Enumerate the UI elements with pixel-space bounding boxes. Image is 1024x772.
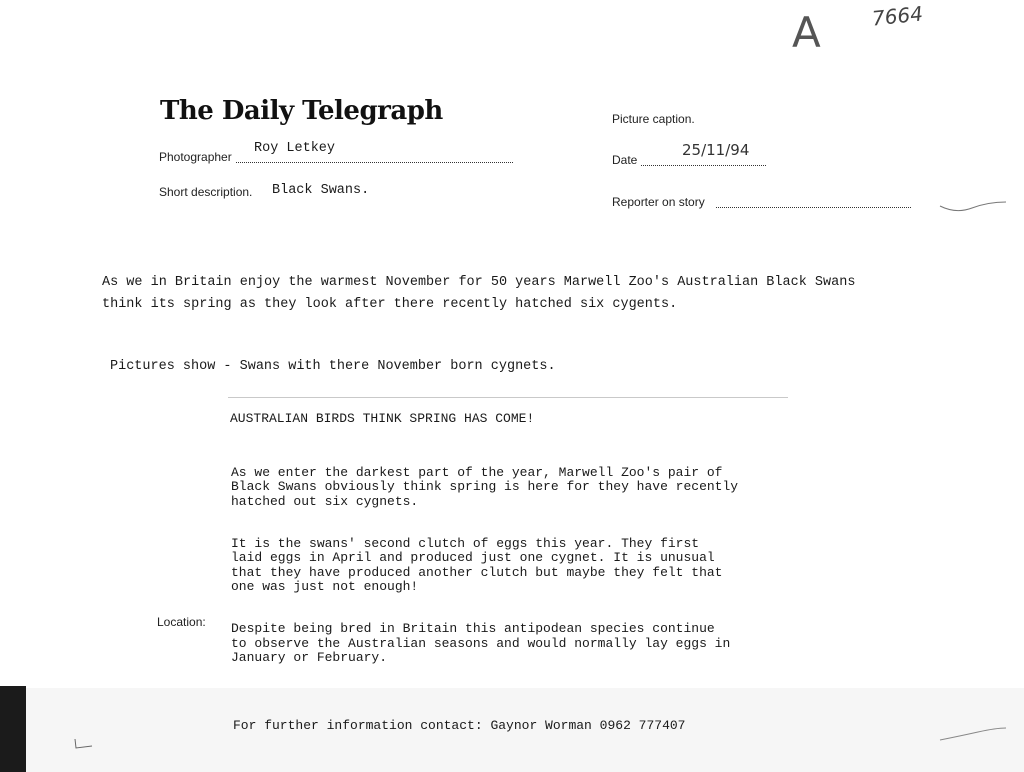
caption-line-2: think its spring as they look after there recently hatched six cygents.	[102, 297, 678, 312]
pen-stroke-mark-lower	[938, 726, 1008, 744]
handwritten-letter: A	[792, 8, 821, 57]
contact-line: For further information contact: Gaynor Worman 0962 777407	[233, 718, 686, 733]
press-release-headline: AUSTRALIAN BIRDS THINK SPRING HAS COME!	[230, 411, 535, 426]
photographer-value: Roy Letkey	[254, 141, 336, 156]
short-description-label: Short description.	[159, 185, 253, 199]
reporter-label: Reporter on story	[612, 195, 705, 209]
press-release-paragraph: Despite being bred in Britain this antipodean species continue to observe the Australian seasons and would normally lay eggs in January or February.	[231, 621, 731, 665]
caption-line-1: As we in Britain enjoy the warmest November for 50 years Marwell Zoo's Australian Black Swans	[102, 275, 856, 290]
date-value: 25/11/94	[682, 141, 750, 159]
scanner-edge	[0, 686, 26, 772]
handwritten-ref-number: 7664	[870, 1, 925, 31]
press-release-paragraph: As we enter the darkest part of the year, Marwell Zoo's pair of Black Swans obviously think spring is here for they have recently hatched out six cygnets.	[231, 464, 739, 509]
short-description-value: Black Swans.	[272, 183, 370, 198]
newspaper-masthead: The Daily Telegraph	[160, 96, 443, 126]
reporter-dotted-line	[716, 195, 911, 208]
pictures-show-line: Pictures show - Swans with there November born cygnets.	[110, 359, 556, 374]
press-release-paragraph: It is the swans' second clutch of eggs this year. They first laid eggs in April and produced just one cygnet. It is unusual that they have produced another clutch but maybe they felt that one was just not enough!	[231, 535, 723, 594]
paste-edge-rule	[228, 397, 788, 398]
date-label: Date	[612, 153, 638, 167]
picture-caption-label: Picture caption.	[612, 112, 695, 126]
photographer-label: Photographer	[159, 150, 232, 164]
pencil-mark	[72, 736, 96, 752]
location-label: Location:	[157, 615, 206, 629]
pen-stroke-mark	[938, 198, 1008, 218]
